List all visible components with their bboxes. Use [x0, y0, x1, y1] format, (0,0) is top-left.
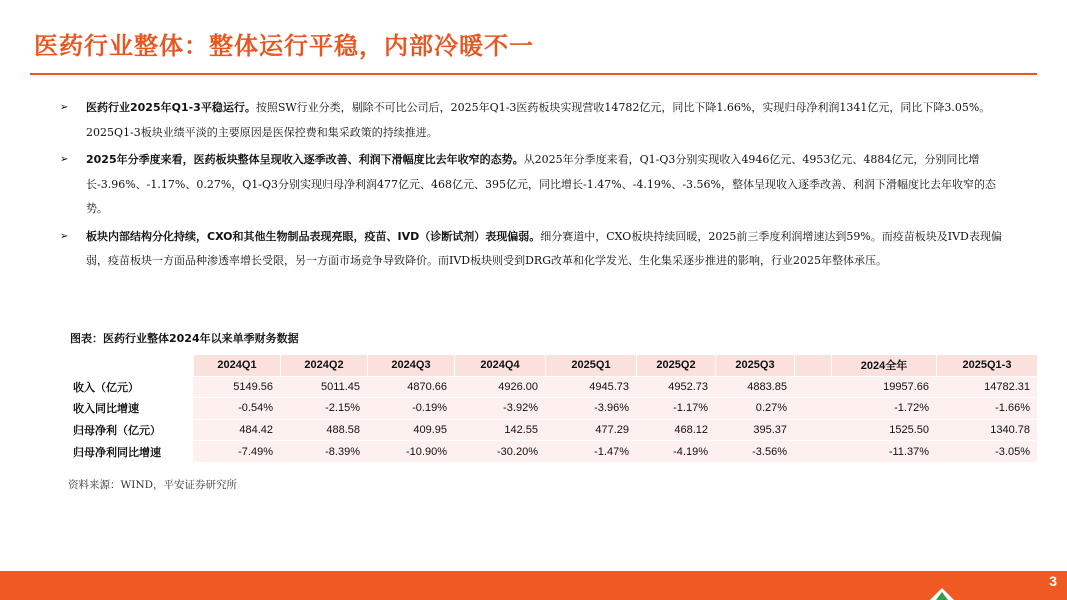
table-cell: 484.42: [193, 419, 280, 441]
row-label: 归母净利同比增速: [66, 440, 193, 462]
row-label: 收入同比增速: [66, 397, 193, 419]
table-cell: -0.19%: [367, 397, 454, 419]
source-note: 资料来源：WIND，平安证券研究所: [68, 479, 238, 491]
table-cell: 4883.85: [715, 376, 794, 398]
column-header: 2025Q1-3: [936, 355, 1037, 376]
table-row: [66, 419, 1037, 441]
table-cell: 1340.78: [936, 419, 1037, 441]
page-title: 医药行业整体：整体运行平稳，内部冷暖不一: [34, 32, 534, 60]
table-cell: -30.20%: [454, 440, 545, 462]
bullet-item: [60, 148, 1010, 222]
table-cell: 14782.31: [936, 376, 1037, 398]
table-row: [66, 440, 1037, 462]
column-header: 2024全年: [831, 355, 936, 376]
table-cell: -3.96%: [545, 397, 636, 419]
bullet-list: [60, 96, 1010, 277]
table-cell: -10.90%: [367, 440, 454, 462]
table-cell: -3.05%: [936, 440, 1037, 462]
table-title: 图表：医药行业整体2024年以来单季财务数据: [70, 332, 299, 345]
arrow-bullet-icon: ➢: [60, 230, 69, 242]
table-cell: -7.49%: [193, 440, 280, 462]
table-cell: 395.37: [715, 419, 794, 441]
bullet-item: [60, 225, 1010, 274]
table-cell: 1525.50: [831, 419, 936, 441]
bullet-item: [60, 96, 1010, 145]
bullet-text: 从2025年分季度来看，Q1-Q3分别实现收入4946亿元、4953亿元、4884亿元，分别同比增长-3.96%、-1.17%、0.27%，Q1-Q3分别实现归母净利润477亿元、468亿元、395亿元，同比增长-1.47%、-4.19%、-3.56%，整体呈现收入逐季改善、利润下滑幅度比去年收窄的态势。: [86, 153, 996, 215]
column-header: 2025Q2: [636, 355, 715, 376]
table-cell: 468.12: [636, 419, 715, 441]
arrow-bullet-icon: ➢: [60, 102, 69, 113]
table-spacer-cell: [794, 397, 831, 419]
table-corner-cell: [66, 355, 193, 376]
table-cell: 488.58: [280, 419, 367, 441]
bullet-text: 按照SW行业分类，剔除不可比公司后，2025年Q1-3医药板块实现营收14782亿元，同比下降1.66%，实现归母净利润1341亿元，同比下降3.05%。2025Q1-3板块业绩平淡的主要原因是医保控费和集采政策的持续推进。: [86, 101, 991, 139]
table-spacer-cell: [794, 376, 831, 398]
table-cell: 477.29: [545, 419, 636, 441]
table-cell: 4870.66: [367, 376, 454, 398]
column-header: 2024Q3: [367, 355, 454, 376]
column-header: 2024Q1: [193, 355, 280, 376]
table-cell: 4945.73: [545, 376, 636, 398]
table-cell: -11.37%: [831, 440, 936, 462]
table-spacer-cell: [794, 440, 831, 462]
table-cell: -1.66%: [936, 397, 1037, 419]
table-cell: -4.19%: [636, 440, 715, 462]
row-label: 收入（亿元）: [66, 376, 193, 398]
table-row: [66, 376, 1037, 398]
bullet-lead: 医药行业2025年Q1-3平稳运行。: [86, 101, 256, 114]
bullet-lead: 板块内部结构分化持续，CXO和其他生物制品表现亮眼，疫苗、IVD（诊断试剂）表现偏弱。: [86, 229, 541, 243]
logo-icon: [930, 588, 954, 600]
table-cell: 142.55: [454, 419, 545, 441]
table-header-row: [66, 355, 1037, 376]
table-cell: 409.95: [367, 419, 454, 441]
table-cell: 5149.56: [193, 376, 280, 398]
table-cell: -3.56%: [715, 440, 794, 462]
financial-table: [66, 355, 1037, 462]
title-divider: [30, 73, 1037, 75]
table-cell: -2.15%: [280, 397, 367, 419]
table-cell: 19957.66: [831, 376, 936, 398]
table-cell: 4952.73: [636, 376, 715, 398]
column-header: 2025Q3: [715, 355, 794, 376]
table-cell: -3.92%: [454, 397, 545, 419]
arrow-bullet-icon: ➢: [60, 154, 69, 165]
column-header: 2024Q2: [280, 355, 367, 376]
bullet-text: 细分赛道中，CXO板块持续回暖，2025前三季度利润增速达到59%。而疫苗板块及IVD表现偏弱，疫苗板块一方面品种渗透率增长受限，另一方面市场竞争导致降价。而IVD板块则受到DRG改革和化学发光、生化集采逐步推进的影响，行业2025年整体承压。: [86, 229, 1002, 267]
table-row: [66, 397, 1037, 419]
table-cell: 4926.00: [454, 376, 545, 398]
table-cell: 5011.45: [280, 376, 367, 398]
row-label: 归母净利（亿元）: [66, 419, 193, 441]
footer-bar: [0, 571, 1067, 600]
column-header: 2025Q1: [545, 355, 636, 376]
page-number: 3: [1049, 573, 1057, 589]
table-cell: -1.72%: [831, 397, 936, 419]
table-spacer-cell: [794, 419, 831, 441]
table-cell: 0.27%: [715, 397, 794, 419]
table-cell: -1.47%: [545, 440, 636, 462]
column-header: 2024Q4: [454, 355, 545, 376]
table-cell: -1.17%: [636, 397, 715, 419]
table-cell: -0.54%: [193, 397, 280, 419]
bullet-lead: 2025年分季度来看，医药板块整体呈现收入逐季改善、利润下滑幅度比去年收窄的态势。: [86, 153, 524, 166]
table-cell: -8.39%: [280, 440, 367, 462]
column-spacer: [794, 355, 831, 376]
